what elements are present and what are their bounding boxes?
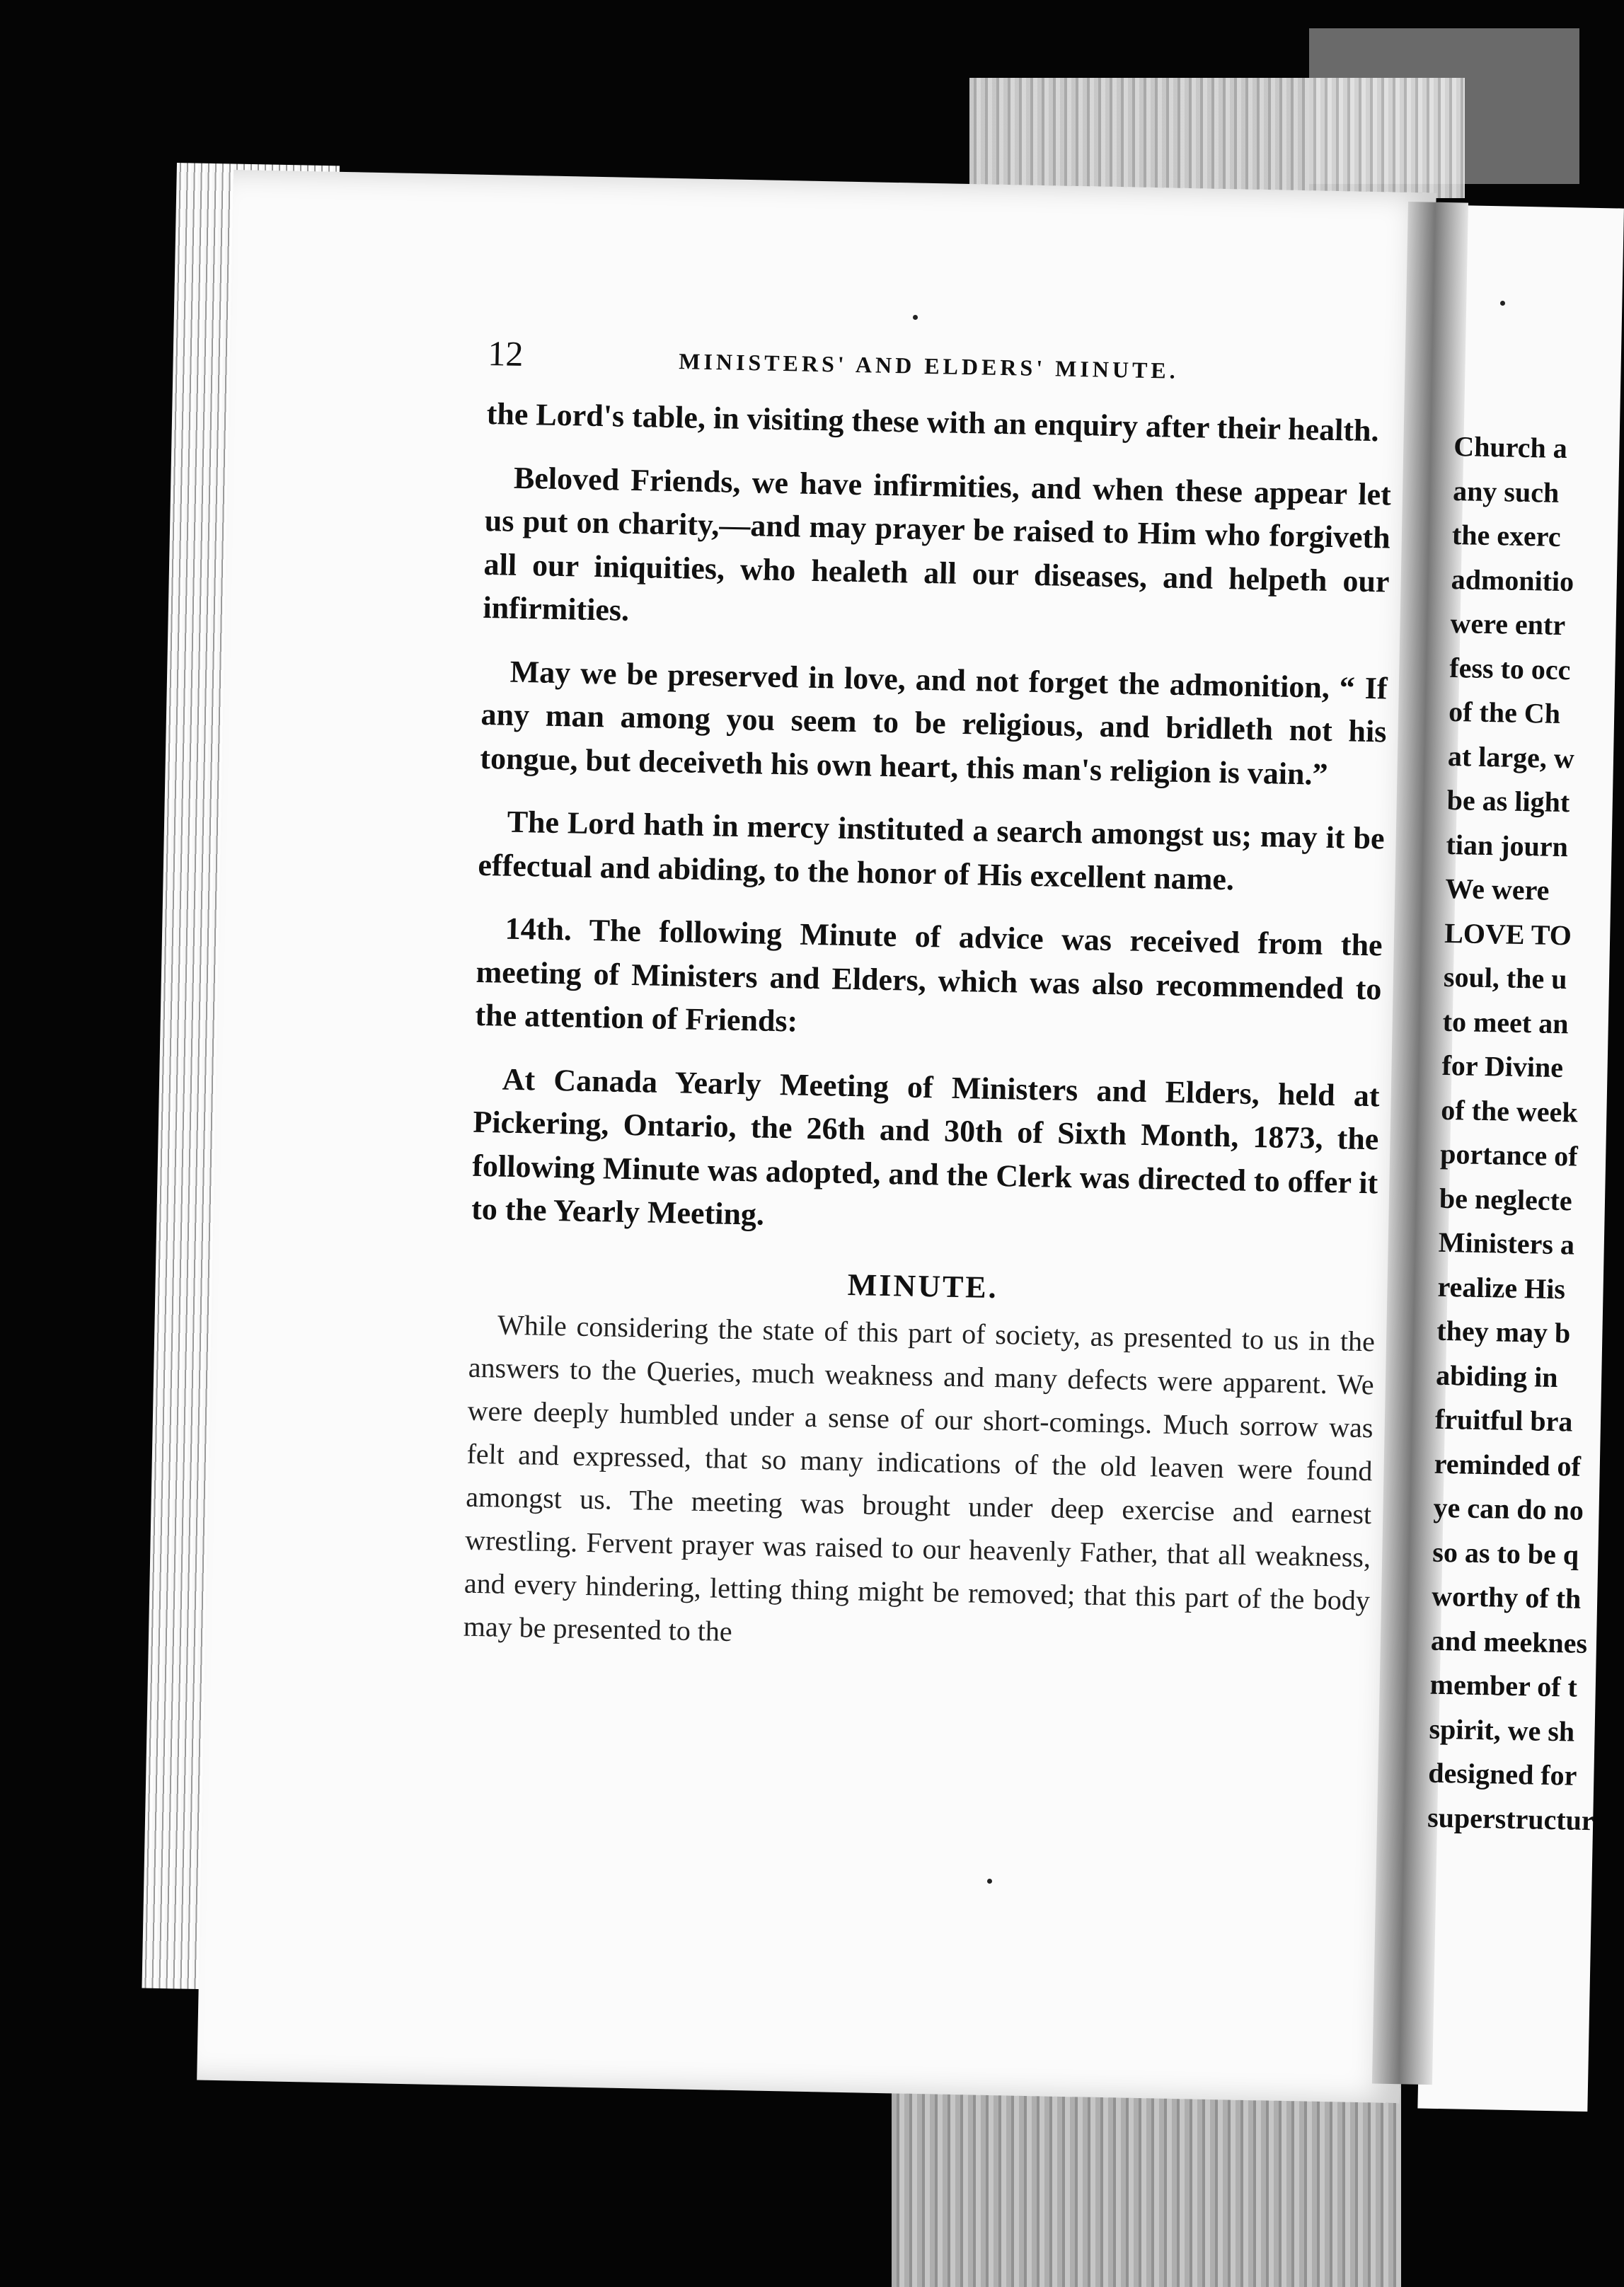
right-line: any such: [1452, 474, 1560, 509]
right-line: of the Ch: [1448, 695, 1561, 730]
right-line: so as to be q: [1432, 1536, 1579, 1571]
right-line: they may b: [1436, 1314, 1571, 1349]
right-line: to meet an: [1442, 1005, 1569, 1039]
paragraph-infirmities: Beloved Friends, we have infirmities, and when these appear let us put on charity,—and may prayer be raised to Him who forgiveth all our iniquities, who healeth all our diseases, and helpeth our infirmities.: [483, 460, 1392, 628]
right-line: tian journ: [1446, 828, 1569, 863]
right-line: ye can do no: [1433, 1491, 1584, 1526]
right-line: member of t: [1429, 1668, 1578, 1703]
minute-body: While considering the state of this part of society, as presented to us in the answers to the Queries, much weakness and many defects were apparent. We were deeply humbled under a sense of our short-comings. Much sorrow was felt and expressed, that so many indications of the old leaven were found amongst us. The meeting was brought under deep exercise and earnest wrestling. Fervent prayer was raised to our heavenly Father, that all weakness, and every hindering, letting thing might be removed; that this part of the body may be presented to the: [463, 1308, 1376, 1647]
right-line: Ministers a: [1438, 1226, 1575, 1261]
right-line: We were: [1444, 872, 1550, 906]
right-line: superstructur: [1427, 1801, 1595, 1836]
paragraph-14th: 14th. The following Minute of advice was received from the meeting of Ministers and Elders, which was also recommended to the attention of Friends:: [475, 911, 1383, 1039]
left-page-text: [463, 333, 1393, 1665]
right-line: at large, w: [1447, 739, 1575, 774]
right-line: the exerc: [1451, 518, 1562, 553]
speck-mark: [1500, 301, 1505, 306]
paragraph-search: The Lord hath in mercy instituted a search amongst us; may it be effectual and abiding, to the honor of His excellent name.: [478, 804, 1385, 897]
speck-mark: [987, 1879, 992, 1884]
paragraph-continuation: the Lord's table, in visiting these with an enquiry after their health.: [486, 396, 1380, 449]
right-line: abiding in: [1435, 1359, 1558, 1393]
right-line: worthy of th: [1431, 1579, 1582, 1615]
right-line: of the week: [1440, 1093, 1579, 1129]
right-line: portance of: [1439, 1137, 1579, 1173]
right-line: LOVE TO: [1444, 916, 1572, 951]
right-line: fruitful bra: [1434, 1402, 1573, 1438]
minute-heading: MINUTE.: [847, 1267, 999, 1305]
right-line: Church a: [1453, 430, 1568, 465]
right-line: for Divine: [1441, 1049, 1564, 1084]
binding-thread-bottom: [892, 2073, 1401, 2287]
right-line: fess to occ: [1449, 651, 1571, 686]
right-line: designed for: [1427, 1756, 1577, 1792]
paragraph-admonition: May we be preserved in love, and not forget the admonition, “ If any man among you seem to be religious, and bridleth not his tongue, but deceiveth his own heart, this man's religion is vain.”: [479, 654, 1388, 792]
speck-mark: [913, 315, 918, 320]
binding-thread-top: [969, 78, 1465, 198]
running-head-title: MINISTERS' AND ELDERS' MINUTE.: [678, 348, 1180, 384]
page-number: 12: [487, 333, 524, 374]
right-line: admonitio: [1451, 563, 1574, 597]
right-line: realize His: [1437, 1270, 1566, 1305]
right-line: spirit, we sh: [1429, 1712, 1575, 1748]
right-line: were entr: [1450, 606, 1566, 642]
right-line: be neglecte: [1439, 1182, 1573, 1216]
right-line: reminded of: [1434, 1447, 1582, 1482]
paragraph-canada-meeting: At Canada Yearly Meeting of Ministers and Elders, held at Pickering, Ontario, the 26th and 30th of Sixth Month, 1873, the following Minute was adopted, and the Clerk was directed to offer it to the Yearly Meeting.: [471, 1061, 1381, 1232]
right-line: and meeknes: [1430, 1624, 1588, 1659]
right-line: be as light: [1446, 783, 1570, 819]
right-line: soul, the u: [1443, 960, 1567, 996]
right-page-text: [1427, 425, 1596, 1842]
